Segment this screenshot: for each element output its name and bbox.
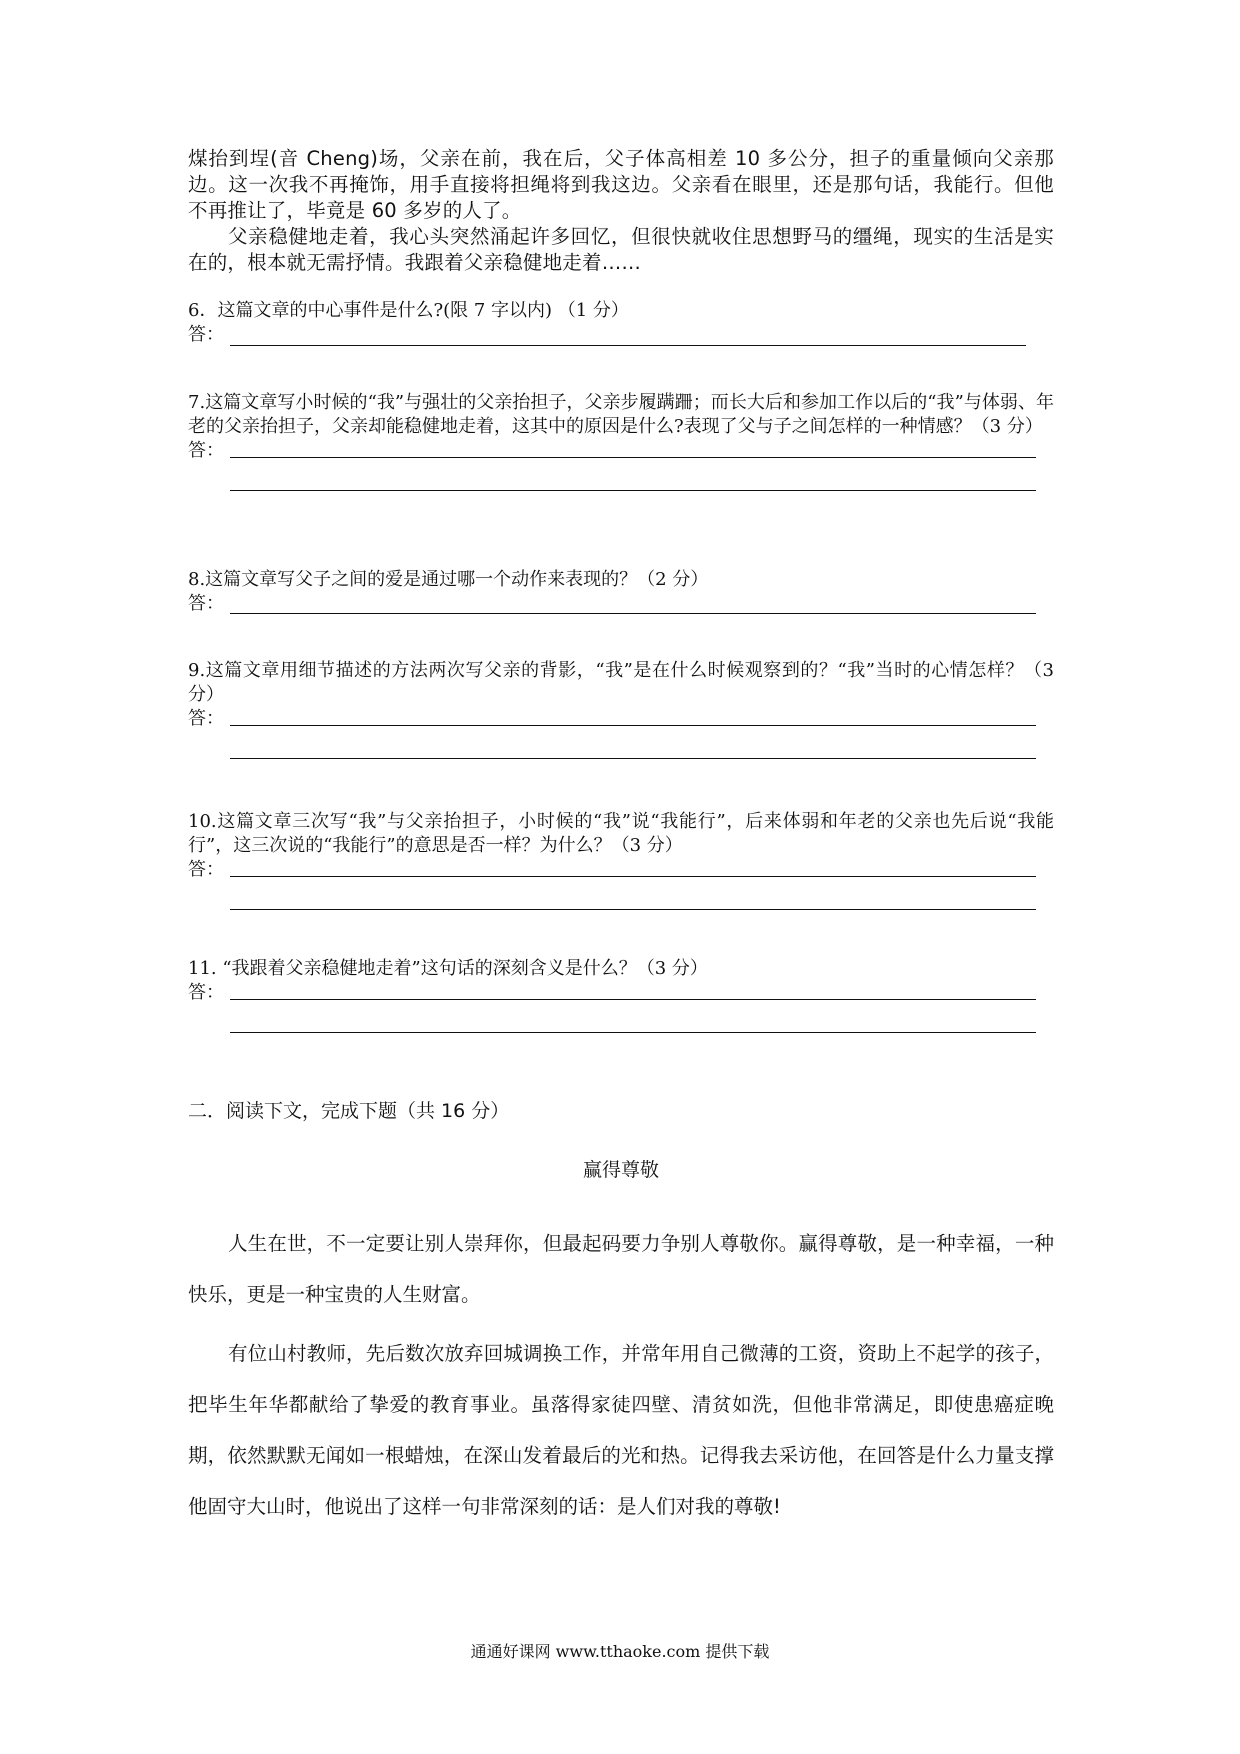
intro-paragraph-2: 父亲稳健地走着，我心头突然涌起许多回忆，但很快就收住思想野马的缰绳，现实的生活是实在的，根本就无需抒情。我跟着父亲稳健地走着…… — [188, 225, 1054, 274]
article-title: 赢得尊敬 — [582, 1159, 659, 1181]
answer-label: 答： — [188, 859, 224, 880]
answer-line[interactable] — [230, 345, 1026, 346]
answer-line[interactable] — [230, 613, 1036, 614]
question-10-text: 10.这篇文章三次写“我”与父亲抬担子，小时候的“我”说“我能行”，后来体弱和年老的父亲也先后说“我能行”，这三次说的“我能行”的意思是否一样？为什么？（3 分） — [188, 811, 1054, 856]
answer-row — [188, 592, 1054, 616]
question-7-text: 7.这篇文章写小时候的“我”与强壮的父亲抬担子，父亲步履蹒跚；而长大后和参加工作以后的“我”与体弱、年老的父亲抬担子，父亲却能稳健地走着，这其中的原因是什么?表现了父与子之间怎样的一种情感？（3 分） — [188, 392, 1054, 437]
answer-label: 答： — [188, 708, 224, 729]
article-paragraph-2: 有位山村教师，先后数次放弃回城调换工作，并常年用自己微薄的工资，资助上不起学的孩子，把毕生年华都献给了挚爱的教育事业。虽落得家徒四壁、清贫如洗，但他非常满足，即使患癌症晚期，依然默默无闻如一根蜡烛，在深山发着最后的光和热。记得我去采访他，在回答是什么力量支撑他固守大山时，他说出了这样一句非常深刻的话：是人们对我的尊敬! — [188, 1342, 1054, 1518]
answer-line[interactable] — [230, 1032, 1036, 1033]
answer-line[interactable] — [230, 909, 1036, 910]
answer-line[interactable] — [230, 457, 1036, 458]
answer-row — [188, 707, 1054, 731]
answer-line[interactable] — [230, 999, 1036, 1000]
answer-row — [188, 439, 1054, 463]
question-9 — [188, 659, 1054, 731]
question-8-text: 8.这篇文章写父子之间的爱是通过哪一个动作来表现的？（2 分） — [188, 569, 709, 590]
answer-row — [188, 323, 1054, 347]
answer-label: 答： — [188, 593, 224, 614]
question-6-text: 6．这篇文章的中心事件是什么?(限 7 字以内) （1 分） — [188, 300, 629, 321]
page-footer: 通通好课网 www.tthaoke.com 提供下载 — [470, 1642, 770, 1661]
answer-row — [188, 858, 1054, 882]
document-page — [188, 0, 1054, 1754]
answer-line[interactable] — [230, 490, 1036, 491]
article-body — [188, 1218, 1054, 1532]
question-7 — [188, 391, 1054, 463]
question-9-text: 9.这篇文章用细节描述的方法两次写父亲的背影，“我”是在什么时候观察到的？“我”当时的心情怎样？（3 分） — [188, 660, 1054, 705]
article-paragraph-1: 人生在世，不一定要让别人崇拜你，但最起码要力争别人尊敬你。赢得尊敬，是一种幸福，一种快乐，更是一种宝贵的人生财富。 — [188, 1232, 1054, 1306]
question-10 — [188, 810, 1054, 882]
question-6 — [188, 299, 1054, 347]
section-2-heading: 二．阅读下文，完成下题（共 16 分） — [188, 1100, 510, 1122]
answer-line[interactable] — [230, 725, 1036, 726]
answer-label: 答： — [188, 982, 224, 1003]
question-11 — [188, 957, 1054, 1005]
answer-line[interactable] — [230, 876, 1036, 877]
question-11-text: 11. “我跟着父亲稳健地走着”这句话的深刻含义是什么？（3 分） — [188, 958, 708, 979]
intro-paragraph-1: 煤抬到埕(音 Cheng)场，父亲在前，我在后，父子体高相差 10 多公分，担子的重量倾向父亲那边。这一次我不再掩饰，用手直接将担绳将到我这边。父亲看在眼里，还是那句话，我能行。但他不再推让了，毕竟是 60 多岁的人了。 — [188, 147, 1054, 222]
intro-passage — [188, 146, 1054, 276]
answer-label: 答： — [188, 324, 224, 345]
question-8 — [188, 568, 1054, 616]
answer-line[interactable] — [230, 758, 1036, 759]
answer-row — [188, 981, 1054, 1005]
answer-label: 答： — [188, 440, 224, 461]
